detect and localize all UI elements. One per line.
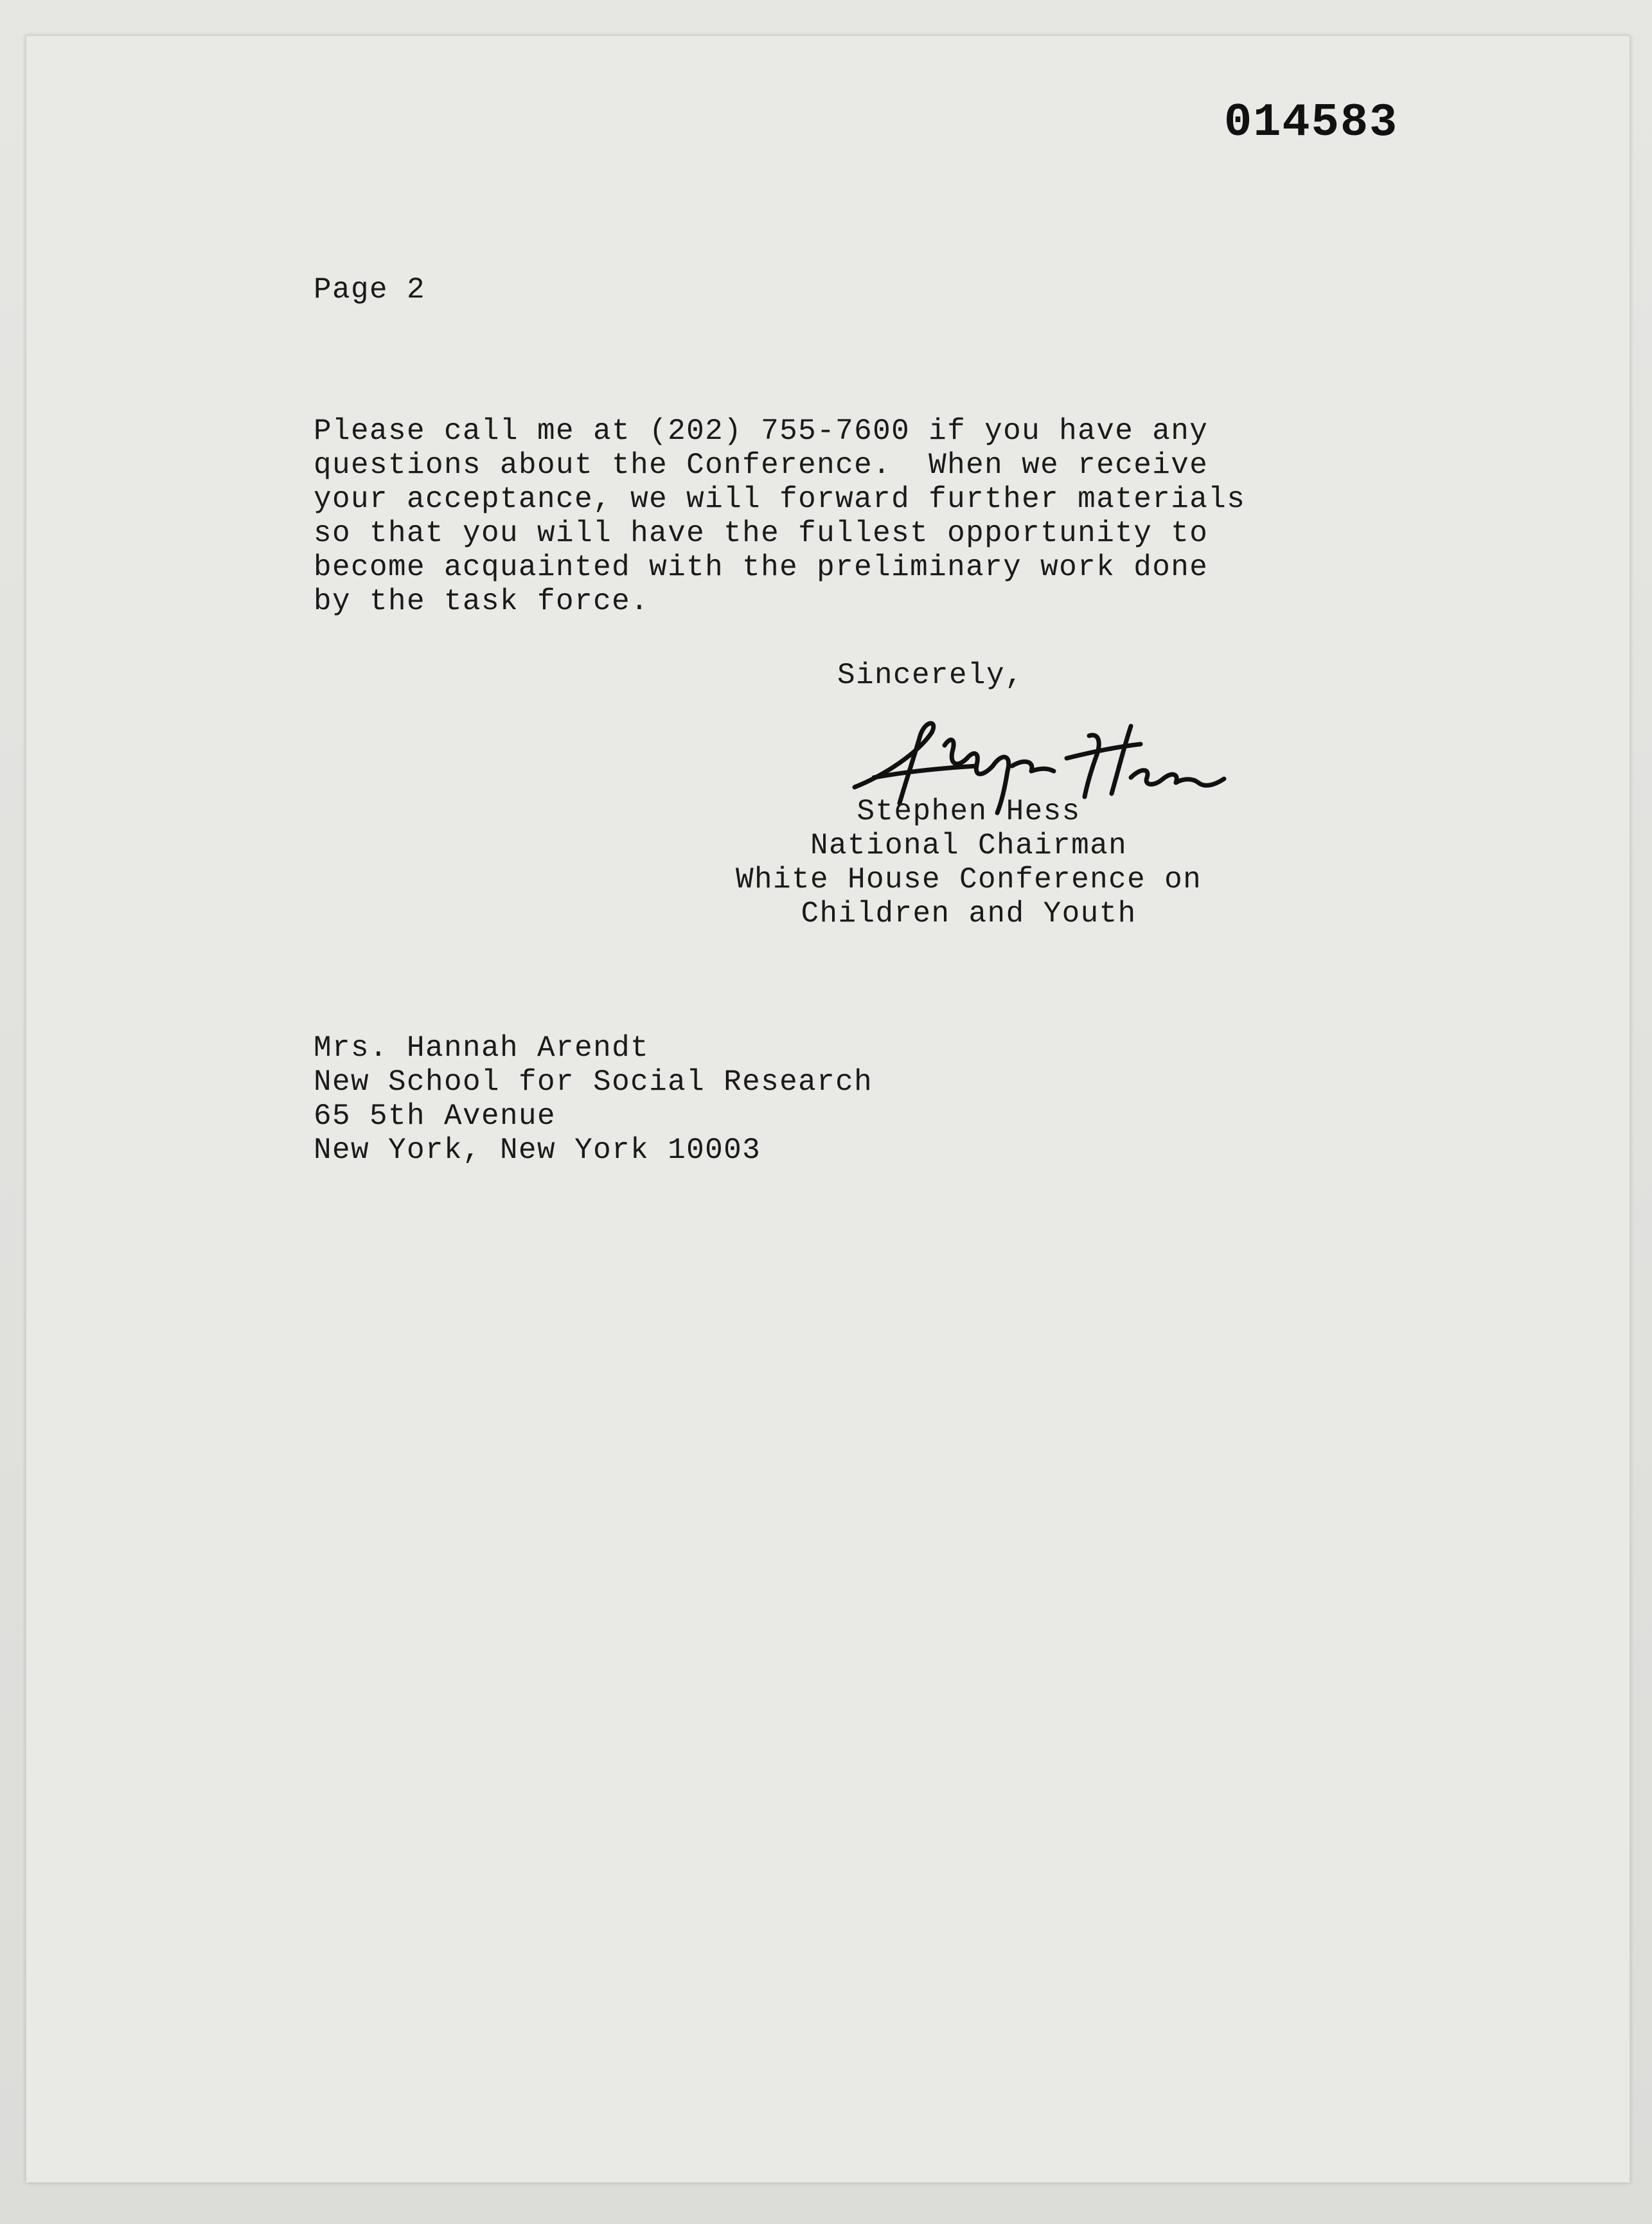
recipient-address — [314, 1031, 873, 1168]
document-number-stamp: 014583 — [1224, 96, 1399, 149]
signer-name: Stephen Hess — [857, 795, 1081, 828]
recipient-city: New York, New York 10003 — [314, 1134, 761, 1167]
body-paragraph — [314, 414, 1245, 619]
page-label: Page 2 — [314, 273, 426, 307]
body-line: questions about the Conference. When we receive — [314, 449, 1209, 482]
body-line: by the task force. — [314, 585, 650, 618]
recipient-street: 65 5th Avenue — [314, 1099, 556, 1133]
signer-title: National Chairman — [810, 829, 1128, 862]
signer-organization-line-2: Children and Youth — [801, 897, 1137, 930]
body-line: become acquainted with the preliminary work done — [314, 551, 1209, 584]
body-line: Please call me at (202) 755-7600 if you have any — [314, 414, 1209, 448]
signer-organization-line-1: White House Conference on — [736, 863, 1202, 896]
signature-block — [736, 795, 1202, 931]
body-line: so that you will have the fullest opportunity to — [314, 517, 1209, 550]
recipient-institution: New School for Social Research — [314, 1065, 873, 1099]
recipient-name: Mrs. Hannah Arendt — [314, 1031, 650, 1065]
body-line: your acceptance, we will forward further materials — [314, 483, 1246, 516]
closing-salutation: Sincerely, — [837, 659, 1024, 692]
